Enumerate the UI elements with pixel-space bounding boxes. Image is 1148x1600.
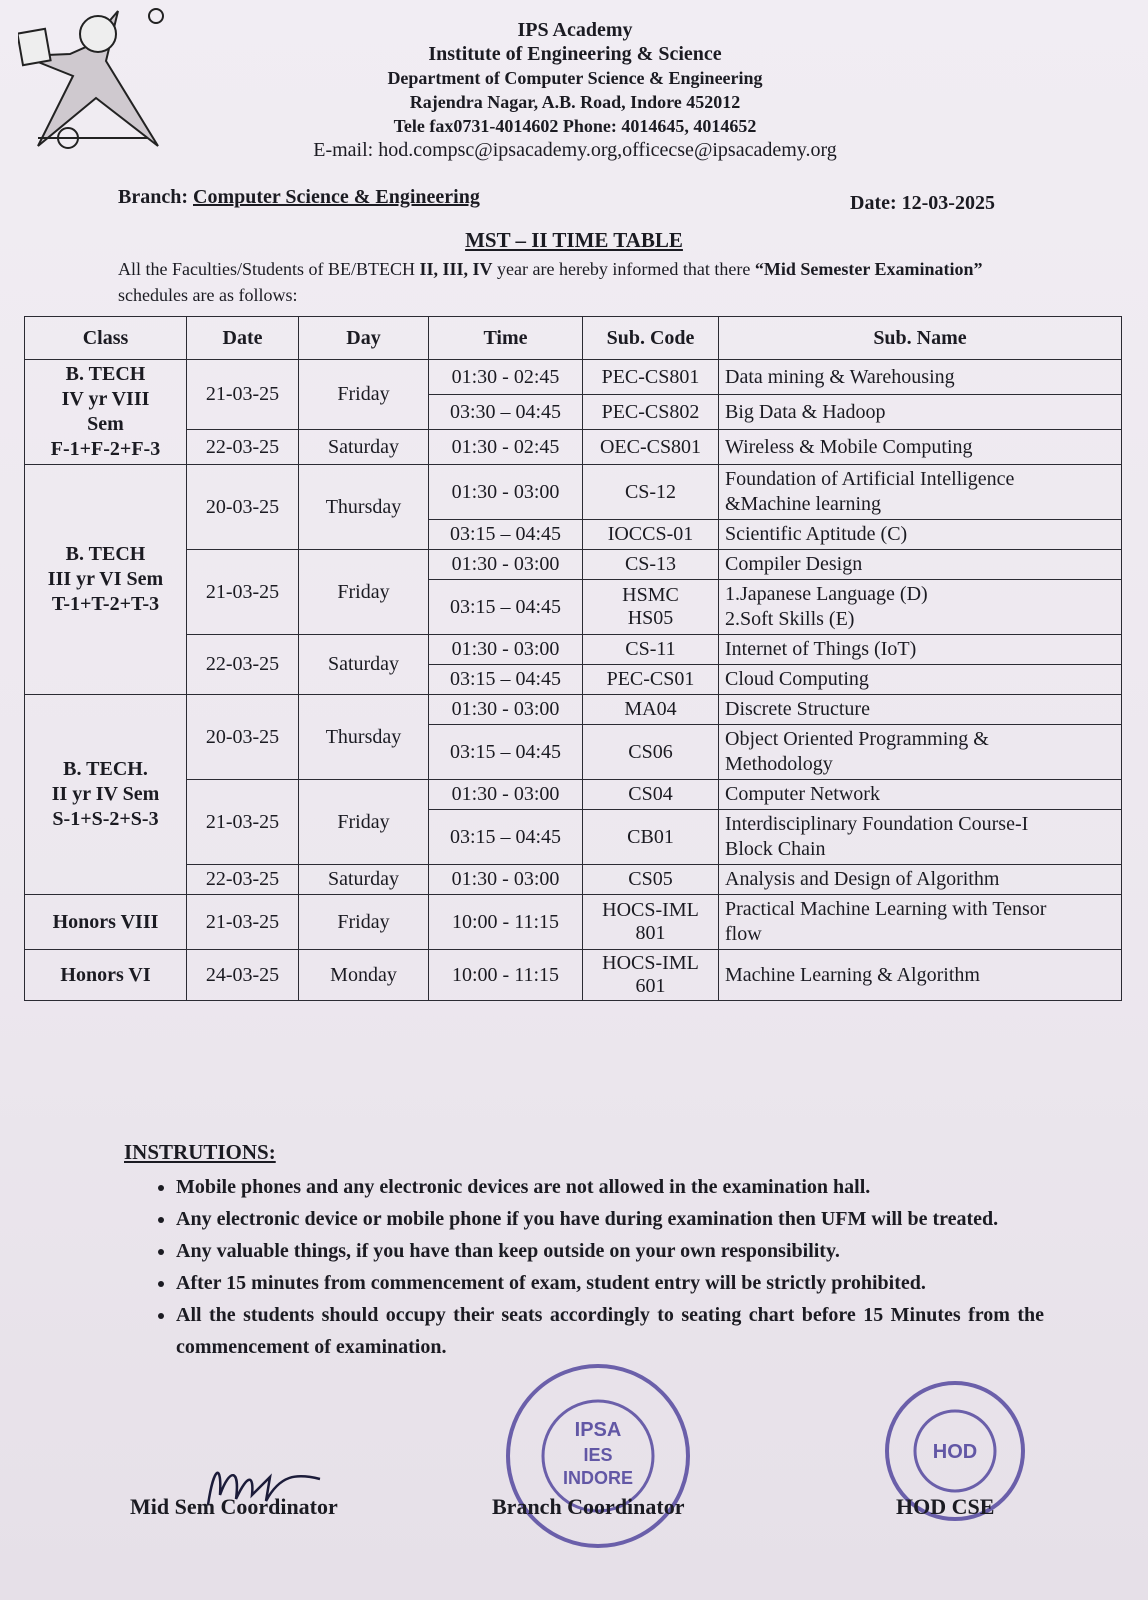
- sub-name-cell: [719, 895, 1122, 950]
- class-cell: [25, 465, 187, 695]
- stamp-text: IES: [583, 1445, 613, 1465]
- sub-code-cell: [583, 810, 719, 865]
- header-time: Time: [429, 317, 583, 360]
- cell-line: Block Chain: [725, 838, 826, 860]
- cell-line: &Machine learning: [725, 493, 882, 515]
- cell-line: MA04: [624, 698, 677, 720]
- sub-name-cell: [719, 665, 1122, 695]
- header-day: Day: [299, 317, 429, 360]
- header-sub-name: Sub. Name: [719, 317, 1122, 360]
- header-class: Class: [25, 317, 187, 360]
- cell-line: Foundation of Artificial Intelligence: [725, 468, 1015, 490]
- cell-line: Wireless & Mobile Computing: [725, 435, 973, 458]
- day-cell: Thursday: [299, 695, 429, 780]
- time-cell: 03:15 – 04:45: [429, 810, 583, 865]
- class-cell: [25, 950, 187, 1001]
- date-cell: 20-03-25: [187, 695, 299, 780]
- cell-line: CS-11: [625, 638, 676, 660]
- sub-name-cell: [719, 550, 1122, 580]
- sub-name-cell: [719, 810, 1122, 865]
- sub-code-cell: [583, 665, 719, 695]
- time-cell: 01:30 - 03:00: [429, 865, 583, 895]
- cell-line: flow: [725, 923, 762, 945]
- time-cell: 01:30 - 03:00: [429, 780, 583, 810]
- email-line: E-mail: hod.compsc@ipsacademy.org,officecse@ipsacademy.org: [313, 139, 837, 161]
- time-cell: 01:30 - 02:45: [429, 360, 583, 395]
- sub-code-cell: [583, 695, 719, 725]
- cell-line: II yr IV Sem: [51, 783, 160, 805]
- table-row: [25, 865, 1122, 895]
- instruction-item: • Any valuable things, if you have than keep outside on your own responsibility.: [176, 1235, 1044, 1267]
- cell-line: CS04: [628, 783, 673, 805]
- branch-label: Branch:: [118, 186, 188, 208]
- cell-line: CB01: [627, 825, 674, 848]
- sub-name-cell: [719, 395, 1122, 430]
- timetable-body: [25, 360, 1122, 1001]
- cell-line: OEC-CS801: [599, 435, 702, 458]
- sub-code-cell: [583, 895, 719, 950]
- cell-line: Compiler Design: [725, 553, 863, 575]
- table-row: [25, 550, 1122, 580]
- cell-line: Interdisciplinary Foundation Course-I: [725, 813, 1029, 835]
- intro-years: II, III, IV: [419, 259, 493, 279]
- cell-line: B. TECH.: [63, 758, 148, 780]
- day-cell: Friday: [299, 550, 429, 635]
- instructions-title: INSTRUTIONS:: [124, 1140, 276, 1164]
- sub-code-cell: [583, 725, 719, 780]
- cell-line: 2.Soft Skills (E): [725, 608, 855, 630]
- letterhead: [200, 18, 950, 162]
- institute-fullname: Institute of Engineering & Science: [428, 43, 722, 65]
- mid-sem-coordinator-signature: Mid Sem Coordinator: [130, 1494, 338, 1519]
- cell-line: Analysis and Design of Algorithm: [725, 868, 1000, 890]
- cell-line: IV yr VIII: [61, 388, 150, 410]
- cell-line: Object Oriented Programming &: [725, 728, 989, 750]
- sub-name-cell: [719, 780, 1122, 810]
- cell-line: Machine Learning & Algorithm: [725, 963, 980, 986]
- cell-line: CS06: [628, 740, 673, 763]
- phone-line: Tele fax0731-4014602 Phone: 4014645, 4014652: [393, 116, 757, 136]
- day-cell: Friday: [299, 780, 429, 865]
- time-cell: 03:15 – 04:45: [429, 520, 583, 550]
- time-cell: 01:30 - 02:45: [429, 430, 583, 465]
- instruction-item: • Mobile phones and any electronic devices are not allowed in the examination hall.: [176, 1171, 1044, 1203]
- branch-line: [118, 186, 480, 209]
- address: Rajendra Nagar, A.B. Road, Indore 452012: [409, 92, 741, 112]
- cell-line: Data mining & Warehousing: [725, 365, 955, 388]
- date-cell: 21-03-25: [187, 895, 299, 950]
- hod-signature: HOD CSE: [896, 1494, 995, 1519]
- day-cell: Friday: [299, 360, 429, 430]
- table-row: [25, 430, 1122, 465]
- instruction-item: • Any electronic device or mobile phone if you have during examination then UFM will be treated.: [176, 1203, 1044, 1235]
- cell-line: Methodology: [725, 753, 833, 775]
- date-cell: 21-03-25: [187, 360, 299, 430]
- institute-logo: [18, 6, 168, 156]
- cell-line: Sem: [87, 413, 124, 435]
- sub-code-cell: [583, 360, 719, 395]
- time-cell: 01:30 - 03:00: [429, 465, 583, 520]
- time-cell: 03:15 – 04:45: [429, 725, 583, 780]
- sub-name-cell: [719, 950, 1122, 1001]
- cell-line: CS-12: [624, 480, 677, 503]
- cell-line: B. TECH: [65, 543, 146, 565]
- cell-line: HOCS-IML: [602, 899, 699, 921]
- sub-name-cell: [719, 635, 1122, 665]
- cell-line: 1.Japanese Language (D): [725, 583, 928, 605]
- table-row: [25, 360, 1122, 395]
- cell-line: 601: [635, 975, 666, 997]
- sub-name-cell: [719, 465, 1122, 520]
- sub-code-cell: [583, 520, 719, 550]
- time-cell: 01:30 - 03:00: [429, 550, 583, 580]
- intro-exam: “Mid Semester Examination”: [754, 259, 983, 279]
- table-row: [25, 635, 1122, 665]
- sub-name-cell: [719, 520, 1122, 550]
- date-cell: 20-03-25: [187, 465, 299, 550]
- time-cell: 01:30 - 03:00: [429, 695, 583, 725]
- cell-line: PEC-CS801: [601, 365, 700, 388]
- sub-code-cell: [583, 395, 719, 430]
- cell-line: Honors VIII: [52, 910, 159, 933]
- cell-line: PEC-CS802: [601, 400, 700, 423]
- date-cell: 22-03-25: [187, 865, 299, 895]
- notice-date: Date: 12-03-2025: [850, 192, 995, 214]
- class-cell: [25, 360, 187, 465]
- instructions: [124, 1140, 1044, 1363]
- cell-line: HOCS-IML: [602, 952, 699, 974]
- sub-name-cell: [719, 580, 1122, 635]
- cell-line: Discrete Structure: [725, 698, 870, 720]
- time-cell: 03:15 – 04:45: [429, 580, 583, 635]
- day-cell: Thursday: [299, 465, 429, 550]
- intro-part1: All the Faculties/Students of BE/BTECH: [118, 259, 420, 279]
- cell-line: III yr VI Sem: [47, 568, 164, 590]
- sub-name-cell: [719, 360, 1122, 395]
- cell-line: CS05: [628, 868, 673, 890]
- sub-code-cell: [583, 465, 719, 520]
- cell-line: Honors VI: [60, 963, 151, 986]
- date-cell: 24-03-25: [187, 950, 299, 1001]
- date-cell: 21-03-25: [187, 550, 299, 635]
- cell-line: T-1+T-2+T-3: [51, 593, 160, 615]
- sub-name-cell: [719, 725, 1122, 780]
- sub-code-cell: [583, 550, 719, 580]
- table-row: [25, 465, 1122, 520]
- header-date: Date: [187, 317, 299, 360]
- branch-stamp: [498, 1356, 698, 1556]
- instruction-item: • All the students should occupy their seats accordingly to seating chart before 15 Minutes from the commencement of examination.: [176, 1299, 1044, 1363]
- cell-line: CS-13: [624, 553, 677, 575]
- cell-line: Cloud Computing: [725, 668, 869, 690]
- sub-name-cell: [719, 865, 1122, 895]
- cell-line: Computer Network: [725, 783, 880, 805]
- intro-part3: schedules are as follows:: [118, 285, 298, 305]
- header-sub-code: Sub. Code: [583, 317, 719, 360]
- day-cell: Saturday: [299, 635, 429, 695]
- time-cell: 10:00 - 11:15: [429, 950, 583, 1001]
- stamp-text: HOD: [932, 1441, 978, 1463]
- stamp-text: INDORE: [562, 1468, 634, 1488]
- sub-code-cell: [583, 430, 719, 465]
- sub-name-cell: [719, 695, 1122, 725]
- cell-line: HS05: [627, 607, 674, 629]
- cell-line: Big Data & Hadoop: [725, 400, 886, 423]
- instructions-list: [124, 1171, 1044, 1363]
- institute-name: IPS Academy: [517, 19, 633, 41]
- sub-code-cell: [583, 780, 719, 810]
- time-cell: 01:30 - 03:00: [429, 635, 583, 665]
- cell-line: B. TECH: [65, 363, 146, 385]
- sub-code-cell: [583, 635, 719, 665]
- day-cell: Monday: [299, 950, 429, 1001]
- branch-value: Computer Science & Engineering: [193, 186, 480, 208]
- timetable: [24, 316, 1122, 1001]
- sub-code-cell: [583, 580, 719, 635]
- day-cell: Saturday: [299, 430, 429, 465]
- time-cell: 03:15 – 04:45: [429, 665, 583, 695]
- sub-code-cell: [583, 865, 719, 895]
- cell-line: F-1+F-2+F-3: [50, 438, 161, 460]
- cell-line: HSMC: [622, 584, 679, 606]
- class-cell: [25, 895, 187, 950]
- table-row: [25, 895, 1122, 950]
- table-row: [25, 780, 1122, 810]
- department-name: Department of Computer Science & Engineering: [387, 68, 763, 88]
- cell-line: 801: [635, 922, 666, 944]
- cell-line: PEC-CS01: [606, 668, 695, 690]
- branch-coordinator-signature: Branch Coordinator: [492, 1494, 685, 1519]
- cell-line: S-1+S-2+S-3: [52, 808, 159, 830]
- intro-part2: year are hereby informed that there: [492, 259, 755, 279]
- time-cell: 03:30 – 04:45: [429, 395, 583, 430]
- day-cell: Saturday: [299, 865, 429, 895]
- day-cell: Friday: [299, 895, 429, 950]
- cell-line: Practical Machine Learning with Tensor: [725, 898, 1047, 920]
- class-cell: [25, 695, 187, 895]
- date-cell: 21-03-25: [187, 780, 299, 865]
- stamp-text: IPSA: [574, 1419, 622, 1441]
- date-cell: 22-03-25: [187, 430, 299, 465]
- cell-line: Scientific Aptitude (C): [725, 523, 908, 545]
- cell-line: Internet of Things (IoT): [725, 638, 917, 660]
- intro-paragraph: [118, 256, 1038, 308]
- instruction-item: • After 15 minutes from commencement of exam, student entry will be strictly prohibited.: [176, 1267, 1044, 1299]
- table-row: [25, 695, 1122, 725]
- table-header-row: [25, 317, 1122, 360]
- sub-code-cell: [583, 950, 719, 1001]
- table-row: [25, 950, 1122, 1001]
- cell-line: IOCCS-01: [607, 523, 694, 545]
- page-title: MST – II TIME TABLE: [465, 228, 683, 252]
- time-cell: 10:00 - 11:15: [429, 895, 583, 950]
- sub-name-cell: [719, 430, 1122, 465]
- date-cell: 22-03-25: [187, 635, 299, 695]
